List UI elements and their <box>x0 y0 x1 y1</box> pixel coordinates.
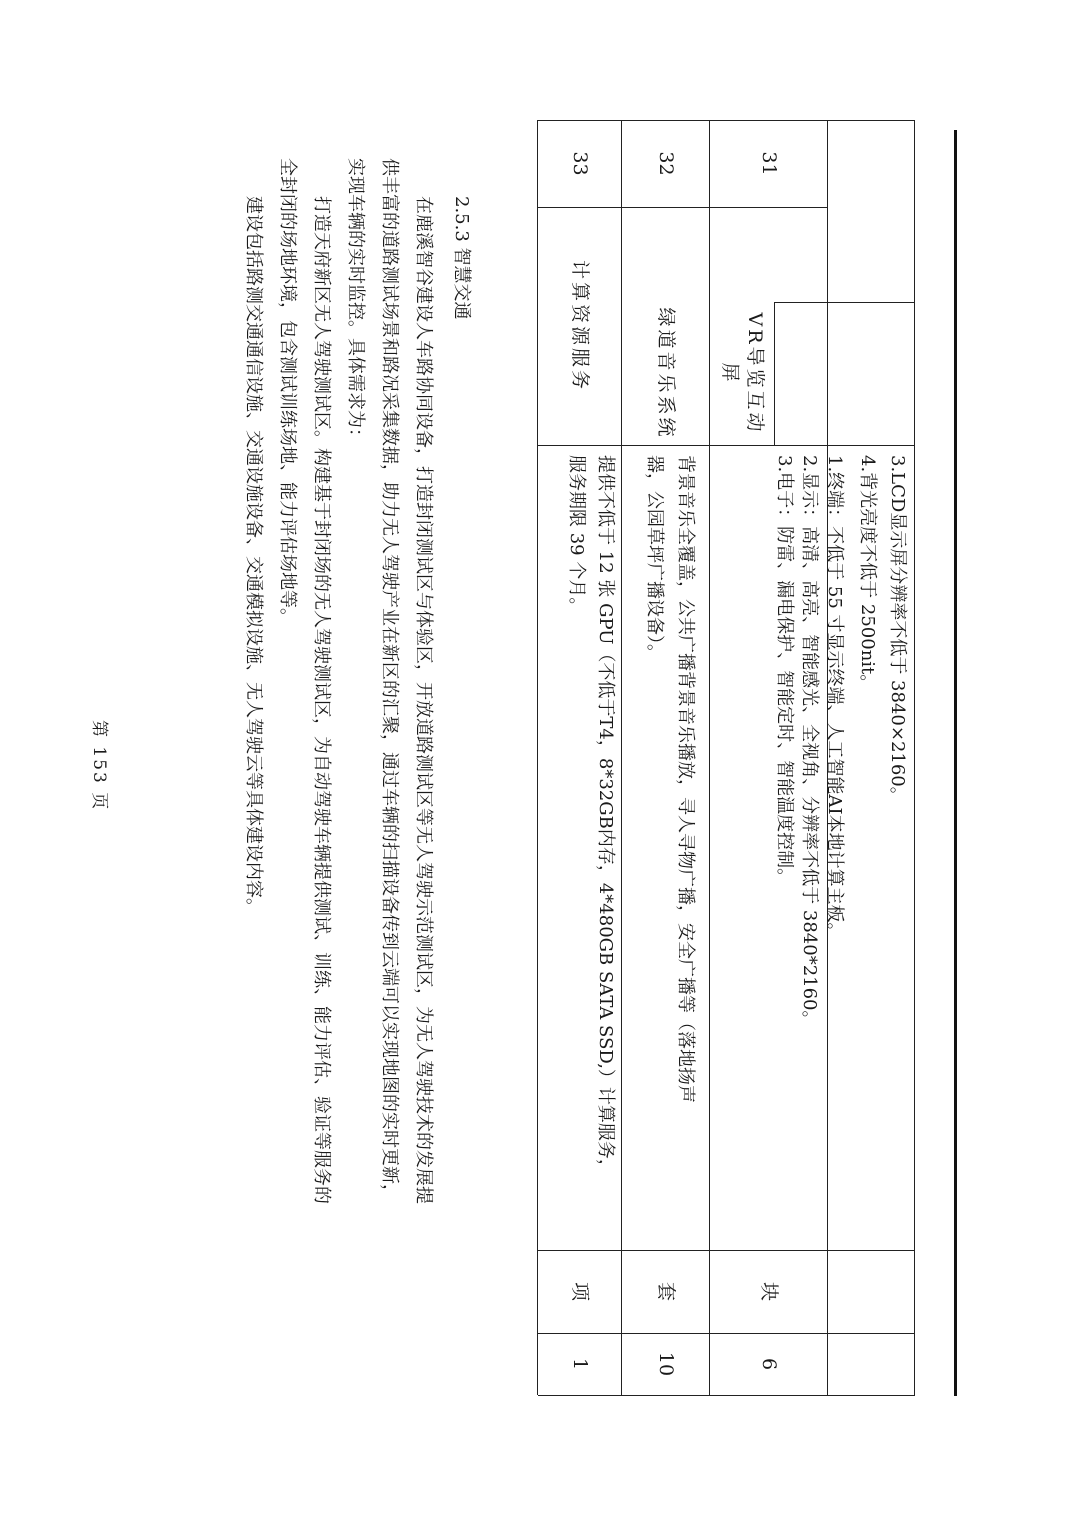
table-border <box>774 302 775 445</box>
content-line: 提供不低于 12 张 GPU（不低于T4，8*32GB内存，4*480GB SATA SSD,）计算服务， <box>595 455 616 1177</box>
table-border <box>538 445 915 446</box>
page-number: 第 153 页 <box>89 720 109 812</box>
item-content <box>772 455 880 1029</box>
item-content <box>642 455 698 1103</box>
table-border <box>775 302 915 303</box>
row-number: 33 <box>569 151 592 176</box>
item-quantity: 10 <box>655 1351 678 1377</box>
paragraph: 打造天府新区无人驾驶测试区。构建基于封闭场的无人驾驶测试区，为自动驾驶车辆提供测试、训练、能力评估、验证等服务的 <box>311 196 332 1204</box>
content-line: 器，公园草坪广播设备）。 <box>644 455 665 662</box>
content-line: 3.电子：防雷、漏电保护、智能定时、智能温度控制。 <box>774 455 795 887</box>
item-quantity: 6 <box>758 1357 781 1371</box>
content-line: 1.终端：不低于 55 寸显示终端、人工智能AI本地计算主板。 <box>824 455 845 941</box>
paragraph: 在鹿溪智谷建设人车路协同设备，打造封闭测试区与体验区，开放道路测试区等无人驾驶示范测试区，为无人驾驶技术的发展提 <box>413 196 434 1204</box>
content-line: 3.LCD显示屏分辨率不低于 3840×2160。 <box>887 455 908 805</box>
continued-row-content <box>885 455 910 805</box>
item-name: 计算资源服务 <box>569 259 592 392</box>
item-unit: 块 <box>758 1281 781 1301</box>
item-unit: 套 <box>655 1281 678 1301</box>
item-unit: 项 <box>569 1281 592 1301</box>
row-number: 32 <box>655 151 678 176</box>
table-border <box>538 1395 915 1396</box>
paragraph-line: 全封闭的场地环境，包含测试训练场地、能力评估场地等。 <box>277 158 298 626</box>
item-content <box>564 455 618 1177</box>
section-heading: 2.5.3 智慧交通 <box>451 196 472 320</box>
content-line: 服务期限 39 个月。 <box>566 455 587 616</box>
row-number: 31 <box>758 151 781 176</box>
item-name: VR导览互动屏 <box>719 312 766 435</box>
section-body <box>236 158 440 1418</box>
table-border <box>914 120 915 1395</box>
item-quantity: 1 <box>569 1357 592 1371</box>
paragraph: 建设包括路测交通通信设施、交通设施设备、交通模拟设施、无人驾驶云等具体建设内容。 <box>243 196 264 916</box>
content-line: 4.背光亮度不低于 2500nit。 <box>857 455 878 693</box>
paragraph-line: 供丰富的道路测试场景和路况采集数据，助力无人驾驶产业在新区的汇聚，通过车辆的扫描设备传到云端可以实现地图的实时更新， <box>379 158 400 1202</box>
content-line: 2.显示：高清、高亮、智能感光、全视角、分辨率不低于 3840*2160。 <box>799 455 820 1029</box>
item-name: 绿道音乐系统 <box>655 307 678 440</box>
content-line: 背景音乐全覆盖，公共广播背景音乐播放，寻人寻物广播，安全广播等（落地扬声 <box>675 455 696 1103</box>
paragraph-line: 实现车辆的实时监控。具体需求为： <box>345 158 366 446</box>
top-rule <box>954 130 957 1396</box>
